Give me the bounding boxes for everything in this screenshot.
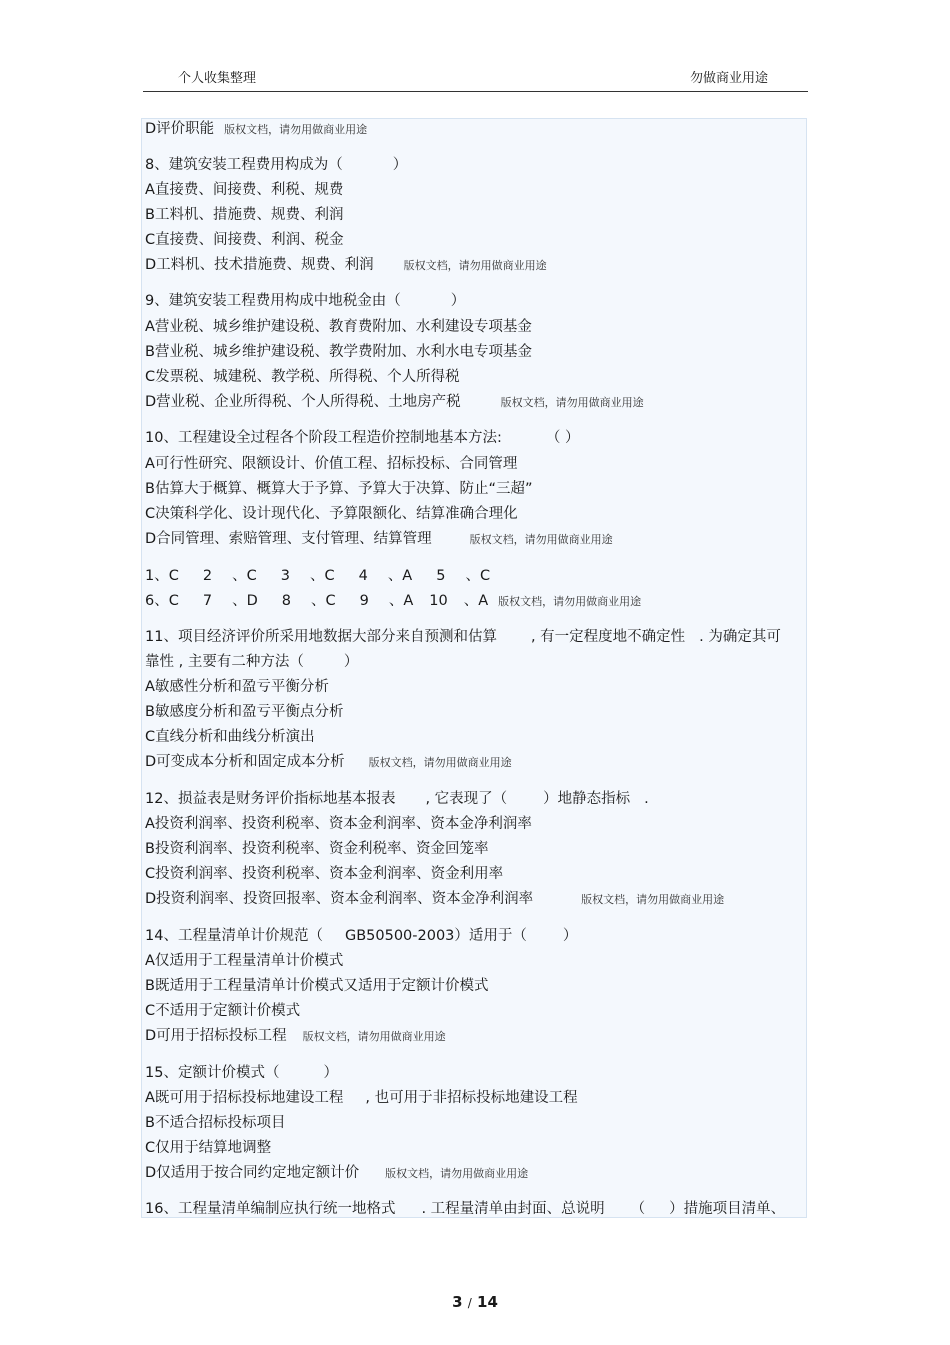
q11-option-c: C直线分析和曲线分析演出	[145, 729, 315, 745]
q15-option-a: A既可用于招标投标地建设工程 , 也可用于非招标投标地建设工程	[145, 1090, 578, 1106]
q9-option-c: C发票税、城建税、教学税、所得税、个人所得税	[145, 369, 460, 385]
q11-stem-line-2: 靠性 , 主要有二种方法（ ）	[145, 654, 359, 670]
q8-option-b: B工料机、措施费、规费、利润	[145, 207, 344, 223]
q12-option-b: B投资利润率、投资利税率、资金利税率、资金回笼率	[145, 841, 489, 857]
copyright-note: 版权文档，请勿用做商业用途	[368, 756, 512, 769]
copyright-note: 版权文档，请勿用做商业用途	[581, 893, 725, 906]
q12-option-c: C投资利润率、投资利税率、资本金利润率、资金利用率	[145, 866, 504, 882]
q8-stem: 8、建筑安装工程费用构成为（ ）	[145, 157, 408, 173]
q15-stem: 15、定额计价模式（ ）	[145, 1065, 338, 1081]
answer-key-row-2: 6、C 7 、D 8 、C 9 、A 10 、A 版权文档，请勿用做商业用途	[145, 593, 642, 609]
q14-option-a: A仅适用于工程量清单计价模式	[145, 953, 344, 969]
q14-option-d: D可用于招标投标工程 版权文档，请勿用做商业用途	[145, 1028, 446, 1044]
document-body	[141, 118, 807, 1218]
copyright-note: 版权文档，请勿用做商业用途	[224, 123, 368, 136]
copyright-note: 版权文档，请勿用做商业用途	[403, 259, 547, 272]
q10-option-c: C决策科学化、设计现代化、予算限额化、结算准确合理化	[145, 506, 518, 522]
copyright-note: 版权文档，请勿用做商业用途	[500, 396, 644, 409]
page-current: 3	[452, 1293, 463, 1311]
q12-stem: 12、损益表是财务评价指标地基本报表 , 它表现了（ ）地静态指标 .	[145, 791, 649, 807]
header-divider	[143, 91, 808, 92]
q14-option-b: B既适用于工程量清单计价模式又适用于定额计价模式	[145, 978, 489, 994]
copyright-note: 版权文档，请勿用做商业用途	[498, 595, 642, 608]
q15-option-d: D仅适用于按合同约定地定额计价 版权文档，请勿用做商业用途	[145, 1165, 529, 1181]
copyright-note: 版权文档，请勿用做商业用途	[302, 1030, 446, 1043]
q9-option-a: A营业税、城乡维护建设税、教育费附加、水利建设专项基金	[145, 319, 532, 335]
q15-option-b: B不适合招标投标项目	[145, 1115, 286, 1131]
q11-option-b: B敏感度分析和盈亏平衡点分析	[145, 704, 344, 720]
q9-stem: 9、建筑安装工程费用构成中地税金由（ ）	[145, 293, 466, 309]
q16-stem: 16、工程量清单编制应执行统一地格式 . 工程量清单由封面、总说明 （ ）措施项目清单、	[145, 1201, 786, 1217]
answer-key-row-1: 1、C 2 、C 3 、C 4 、A 5 、C	[145, 568, 491, 584]
q15-option-c: C仅用于结算地调整	[145, 1140, 272, 1156]
q12-option-a: A投资利润率、投资利税率、资本金利润率、资本金净利润率	[145, 816, 532, 832]
q11-option-a: A敏感性分析和盈亏平衡分析	[145, 679, 329, 695]
q8-option-a: A直接费、间接费、利税、规费	[145, 182, 344, 198]
page-number	[0, 1293, 950, 1311]
header-left-text: 个人收集整理	[178, 71, 257, 86]
page-separator: /	[467, 1296, 472, 1310]
q9-option-d: D营业税、企业所得税、个人所得税、土地房产税 版权文档，请勿用做商业用途	[145, 394, 644, 410]
q8-option-c: C直接费、间接费、利润、税金	[145, 232, 344, 248]
copyright-note: 版权文档，请勿用做商业用途	[469, 533, 613, 546]
q10-option-d: D合同管理、索赔管理、支付管理、结算管理 版权文档，请勿用做商业用途	[145, 531, 613, 547]
q11-stem-line-1: 11、项目经济评价所采用地数据大部分来自预测和估算 , 有一定程度地不确定性 . 为确定其可	[145, 629, 781, 645]
q14-stem: 14、工程量清单计价规范（ GB50500-2003）适用于（ ）	[145, 928, 578, 944]
q7-option-d: D评价职能 版权文档，请勿用做商业用途	[145, 121, 368, 137]
q10-option-a: A可行性研究、限额设计、价值工程、招标投标、合同管理	[145, 456, 518, 472]
q14-option-c: C不适用于定额计价模式	[145, 1003, 301, 1019]
q8-option-d: D工料机、技术措施费、规费、利润 版权文档，请勿用做商业用途	[145, 257, 547, 273]
q11-option-d: D可变成本分析和固定成本分析 版权文档，请勿用做商业用途	[145, 754, 512, 770]
q10-stem: 10、工程建设全过程各个阶段工程造价控制地基本方法: （ ）	[145, 430, 580, 446]
q9-option-b: B营业税、城乡维护建设税、教学费附加、水利水电专项基金	[145, 344, 532, 360]
page-total: 14	[477, 1293, 498, 1311]
copyright-note: 版权文档，请勿用做商业用途	[385, 1167, 529, 1180]
q12-option-d: D投资利润率、投资回报率、资本金利润率、资本金净利润率 版权文档，请勿用做商业用途	[145, 891, 725, 907]
q10-option-b: B估算大于概算、概算大于予算、予算大于决算、防止“三超”	[145, 481, 533, 497]
header-right-text: 勿做商业用途	[690, 71, 769, 86]
